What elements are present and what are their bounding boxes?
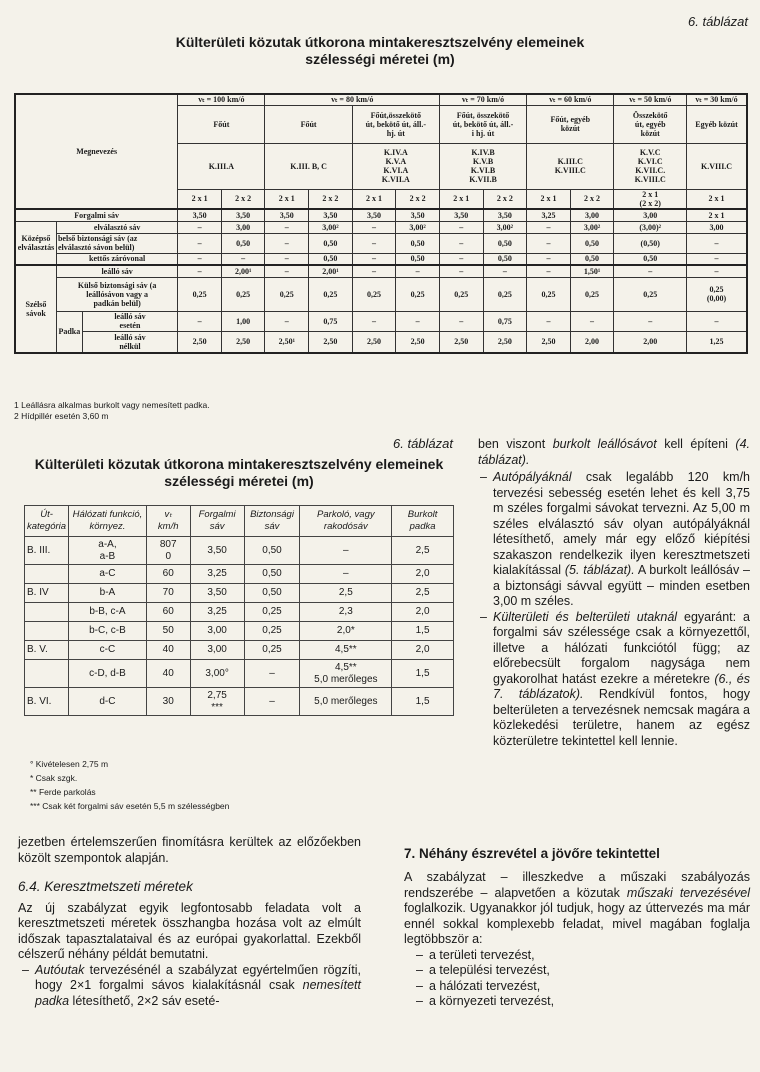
t2-cell-1-6: 2,0 [392,565,454,584]
t2-note-1: ° Kivételesen 2,75 m [30,759,109,769]
lane-config-8: 2 x 1 [527,189,571,209]
lane-config-2: 2 x 1 [265,189,309,209]
table2-notes [30,757,229,813]
title-line-2: szélességi méretei (m) [305,51,455,67]
paragraph-cont [476,437,750,468]
cell-belso-10: (0,50) [614,233,687,253]
table1-notes [14,400,210,422]
paragraph-7 [404,870,750,948]
cell-kulso-3: 0,25 [309,277,353,311]
cell-pes-9: – [570,311,614,331]
cell-elv-7: 3,00² [483,221,527,233]
cat-1: K.III. B, C [265,143,352,189]
cell-korlat-9: 0,50 [570,253,614,265]
t2-header-5: Parkoló, vagy rakodósáv [300,506,392,537]
cell-kulso-2: 0,25 [265,277,309,311]
right-column-text [476,437,750,749]
t2-note-4: *** Csak két forgalmi sáv esetén 5,5 m szélességben [30,801,230,811]
cell-pes-11: – [687,311,747,331]
cell-pne-10: 2,00 [614,331,687,353]
cell-forg-7: 3,50 [483,209,527,221]
cell-belso-8: – [527,233,571,253]
cell-pne-0: 2,50 [178,331,222,353]
t2-cell-2-5: 2,5 [300,584,392,603]
cell-leall-10: – [614,265,687,277]
cell-korlat-6: – [439,253,483,265]
lane-config-10: 2 x 1 (2 x 2) [614,189,687,209]
t2-header-0: Út- kategória [25,506,69,537]
em-ref: (4. táblázat). [478,437,750,467]
t2-header-3: Forgalmi sáv [190,506,244,537]
cell-korlat-8: – [527,253,571,265]
em-autopalya: Autópályáknál [493,470,572,484]
row-label-kulso: Külső biztonsági sáv (a leállósávon vagy a padkán belül) [56,277,177,311]
cell-forg-9: 3,00 [570,209,614,221]
cell-forg-5: 3,50 [396,209,440,221]
text-span: létesíthető, 2×2 sáv eseté- [69,993,220,1008]
cell-korlat-3: 0,50 [309,253,353,265]
cell-belso-6: – [439,233,483,253]
cell-leall-2: – [265,265,309,277]
fn-4: Főút, egyéb közút [527,105,614,143]
fn-6: Egyéb közút [687,105,747,143]
cell-korlat-5: 0,50 [396,253,440,265]
cell-korlat-0: – [178,253,222,265]
row-label-belso: belső biztonsági sáv (az elválasztó sávon belül) [56,233,177,253]
text-span: A szabályzat – illeszkedve a műszaki szabályozás rendszerébe – alapvetően a közutak [404,870,750,900]
cell-korlat-2: – [265,253,309,265]
header-megnevezes: Megnevezés [15,94,178,209]
lane-config-1: 2 x 2 [221,189,265,209]
t2-cell-2-0: B. IV [25,584,69,603]
section-7-text [404,870,750,1010]
t2-cell-3-0 [25,603,69,622]
cell-belso-5: 0,50 [396,233,440,253]
t2-cell-0-4: 0,50 [244,537,300,565]
lane-config-9: 2 x 2 [570,189,614,209]
t2-cell-4-6: 1,5 [392,622,454,641]
note-2: 2 Hídpillér esetén 3,60 m [14,411,109,421]
cell-kulso-1: 0,25 [221,277,265,311]
t2-cell-1-0 [25,565,69,584]
cell-pes-2: – [265,311,309,331]
t2-cell-4-1: b-C, c-B [69,622,147,641]
bullet-autoutak [18,963,361,1010]
em-ref: (5. táblázat). [564,563,635,577]
cell-pne-5: 2,50 [396,331,440,353]
cell-leall-3: 2,00¹ [309,265,353,277]
speed-70: vₜ = 70 km/ó [439,94,526,105]
em-muszaki: műszaki tervezésével [626,885,750,900]
t2-cell-1-5: – [300,565,392,584]
cell-elv-0: – [178,221,222,233]
t2-header-6: Burkolt padka [392,506,454,537]
table-number: 6. táblázat [688,14,748,29]
row-label-leallo: leálló sáv [56,265,177,277]
cell-leall-0: – [178,265,222,277]
cell-pes-3: 0,75 [309,311,353,331]
list-item: – a hálózati tervezést, [412,979,750,995]
t2-cell-5-2: 40 [146,641,190,660]
cell-pes-0: – [178,311,222,331]
cell-leall-5: – [396,265,440,277]
text-span: egyaránt: a forgalmi sáv szélessége csak a környezettől, illetve a hálózati funkciótól függ; az előrebecsült forgalom nagysága nem gyakorolhat hatást ezekre a méretekre [493,609,750,686]
table-row [25,622,454,641]
cell-kulso-10: 0,25 [614,277,687,311]
t2-cell-4-3: 3,00 [190,622,244,641]
table-row [25,584,454,603]
cell-elv-10: (3,00)² [614,221,687,233]
cell-pes-4: – [352,311,396,331]
t2-cell-5-1: c-C [69,641,147,660]
t2-cell-4-5: 2,0* [300,622,392,641]
t2-cell-5-5: 4,5** [300,641,392,660]
t2-cell-2-2: 70 [146,584,190,603]
section-heading-7: 7. Néhány észrevétel a jövőre tekintettel [404,846,660,861]
cell-leall-6: – [439,265,483,277]
cell-pne-9: 2,00 [570,331,614,353]
cat-0: K.III.A [178,143,265,189]
lane-config-7: 2 x 2 [483,189,527,209]
t2-header-2: vₜ km/h [146,506,190,537]
table-row [25,565,454,584]
label-szelso: Szélső sávok [15,265,56,353]
cell-korlat-4: – [352,253,396,265]
cell-belso-11: – [687,233,747,253]
table-row [25,660,454,688]
t2-cell-0-6: 2,5 [392,537,454,565]
t2-cell-6-6: 1,5 [392,660,454,688]
cell-kulso-11: 0,25 (0,00) [687,277,747,311]
t2-cell-0-2: 807 0 [146,537,190,565]
t2-cell-1-1: a-C [69,565,147,584]
cell-leall-1: 2,00¹ [221,265,265,277]
t2-cell-2-6: 2,5 [392,584,454,603]
cell-pne-4: 2,50 [352,331,396,353]
cell-kulso-7: 0,25 [483,277,527,311]
em-kulteruleti: Külterületi és belterületi utaknál [493,609,678,624]
cell-belso-4: – [352,233,396,253]
t2-cell-4-4: 0,25 [244,622,300,641]
cell-forg-3: 3,50 [309,209,353,221]
t2-cell-3-5: 2,3 [300,603,392,622]
t2-cell-0-5: – [300,537,392,565]
t2-cell-0-1: a-A, a-B [69,537,147,565]
t2-note-2: * Csak szgk. [30,773,78,783]
t2-cell-6-0 [25,660,69,688]
t2-cell-2-1: b-A [69,584,147,603]
lane-config-3: 2 x 2 [309,189,353,209]
cell-belso-9: 0,50 [570,233,614,253]
t2-cell-6-3: 3,00° [190,660,244,688]
cell-leall-9: 1,50¹ [570,265,614,277]
cell-pes-7: 0,75 [483,311,527,331]
cell-pne-1: 2,50 [221,331,265,353]
bullet-kulteruleti [476,610,750,750]
t2-cell-1-4: 0,50 [244,565,300,584]
t2-cell-5-4: 0,25 [244,641,300,660]
t2-cell-1-2: 60 [146,565,190,584]
list-item: – a települési tervezést, [412,963,750,979]
cell-pes-10: – [614,311,687,331]
cell-forg-11: 2 x 1 [687,209,747,221]
fn-5: Összekötő út, egyéb közút [614,105,687,143]
text-span: A burkolt leállósáv – a biztonsági sávval együtt – minden esetben 3,00 m széles. [493,563,750,608]
cell-korlat-7: 0,50 [483,253,527,265]
cat-5: K.V.C K.VI.C K.VII.C. K.VIII.C [614,143,687,189]
cell-kulso-6: 0,25 [439,277,483,311]
fn-2: Főút,összekötő út, bekötő út, áll.- hj. út [352,105,439,143]
t2-cell-4-2: 50 [146,622,190,641]
cell-kulso-0: 0,25 [178,277,222,311]
cell-elv-1: 3,00 [221,221,265,233]
cell-forg-8: 3,25 [527,209,571,221]
cell-kulso-4: 0,25 [352,277,396,311]
t2-cell-3-3: 3,25 [190,603,244,622]
cell-kulso-9: 0,25 [570,277,614,311]
list-item: – a környezeti tervezést, [412,994,750,1010]
table2-title [14,456,464,490]
t2-cell-7-2: 30 [146,688,190,716]
paragraph-6-4: Az új szabályzat egyik legfontosabb feladata volt a keresztmetszeti méretek összhangba hozása volt az elmúlt időszak tapasztalataival és az európai gyakorlattal. Ezekből célszerű néhány példát bemutatni. [18,900,361,961]
cell-kulso-5: 0,25 [396,277,440,311]
cell-pes-6: – [439,311,483,331]
t2-cell-3-2: 60 [146,603,190,622]
cell-belso-2: – [265,233,309,253]
paragraph-intro: jezetben értelemszerűen finomításra kerültek az előzőekben közölt szempontok alapján. [18,835,361,865]
cell-pne-11: 1,25 [687,331,747,353]
text-span: kell építeni [656,437,736,451]
title-line-1: Külterületi közutak útkorona mintakeresztszelvény elemeinek [175,34,585,50]
t2-cell-7-6: 1,5 [392,688,454,716]
table-row [25,603,454,622]
cat-6: K.VIII.C [687,143,747,189]
cell-elv-5: 3,00² [396,221,440,233]
cell-elv-8: – [527,221,571,233]
cat-3: K.IV.B K.V.B K.VI.B K.VII.B [439,143,526,189]
text-span: Rendkívül fontos, hogy belterületen a tervezésnek nemcsak magára a közlekedési területre, hanem az egész közterületre tekintettel kell lennie. [493,687,751,748]
cell-forg-1: 3,50 [221,209,265,221]
cell-leall-7: – [483,265,527,277]
t2-cell-1-3: 3,25 [190,565,244,584]
cell-korlat-1: – [221,253,265,265]
cell-pes-8: – [527,311,571,331]
list-item: – a területi tervezést, [412,948,750,964]
t2-cell-5-0: B. V. [25,641,69,660]
cell-leall-11: – [687,265,747,277]
cat-2: K.IV.A K.V.A K.VI.A K.VII.A [352,143,439,189]
cell-korlat-11: – [687,253,747,265]
left-column-text [18,835,361,1009]
lane-config-0: 2 x 1 [178,189,222,209]
t2-cell-3-1: b-B, c-A [69,603,147,622]
row-label-padka-nelkul: leálló sáv nélkül [82,331,178,353]
table-row [25,537,454,565]
cell-elv-4: – [352,221,396,233]
table2-number: 6. táblázat [393,436,453,451]
cell-elv-9: 3,00² [570,221,614,233]
t2-cell-6-5: 4,5** 5,0 merőleges [300,660,392,688]
lane-config-6: 2 x 1 [439,189,483,209]
t2-cell-5-3: 3,00 [190,641,244,660]
cell-leall-4: – [352,265,396,277]
em-ref: (6., és 7. táblázatok). [493,671,750,701]
t2-cell-0-3: 3,50 [190,537,244,565]
table2-title-line-1: Külterületi közutak útkorona mintakeresztszelvény elemeinek [34,456,444,472]
em-autoutak: Autóutak [35,962,85,977]
t2-cell-6-1: c-D, d-B [69,660,147,688]
lane-config-4: 2 x 1 [352,189,396,209]
text-span: foglalkozik. Ugyanakkor jól tudjuk, hogy az úttervezés ma már ennél sokkal komplexebb feladat, mivel magában foglalja legtöbbször a: [404,901,750,946]
cell-pne-2: 2,50¹ [265,331,309,353]
t2-cell-6-4: – [244,660,300,688]
table2-title-line-2: szélességi méretei (m) [164,473,314,489]
speed-60: vₜ = 60 km/ó [527,94,614,105]
cell-elv-11: 3,00 [687,221,747,233]
section-heading-6-4: 6.4. Keresztmetszeti méretek [18,879,193,894]
cell-forg-6: 3,50 [439,209,483,221]
t2-cell-2-3: 3,50 [190,584,244,603]
t2-cell-4-0 [25,622,69,641]
t2-cell-7-3: 2,75 *** [190,688,244,716]
t2-cell-0-0: B. III. [25,537,69,565]
row-label-korlat: kettős záróvonal [56,253,177,265]
cell-forg-4: 3,50 [352,209,396,221]
cell-forg-10: 3,00 [614,209,687,221]
note-1: 1 Leállásra alkalmas burkolt vagy nemesített padka. [14,400,210,410]
row-label-padka-eseten: leálló sáv esetén [82,311,178,331]
em-nemesitett: nemesített padka [35,978,361,1008]
em-burkolt: burkolt leállósávot [552,437,657,451]
cell-forg-2: 3,50 [265,209,309,221]
cell-pne-6: 2,50 [439,331,483,353]
t2-cell-3-6: 2,0 [392,603,454,622]
t2-header-4: Biztonsági sáv [244,506,300,537]
cat-4: K.III.C K.VIII.C [527,143,614,189]
cell-belso-0: – [178,233,222,253]
cell-belso-3: 0,50 [309,233,353,253]
t2-cell-2-4: 0,50 [244,584,300,603]
cell-forg-0: 3,50 [178,209,222,221]
speed-50: vₜ = 50 km/ó [614,94,687,105]
cell-korlat-10: 0,50 [614,253,687,265]
speed-30: vₜ = 30 km/ó [687,94,747,105]
t2-cell-7-0: B. VI. [25,688,69,716]
cross-section-table-2 [24,505,454,716]
text-span: csak legalább 120 km/h tervezési sebesség esetén lehet és kell 3,75 m széles forgalmi sávokat tervezni. Az 5,00 m széles elválasztó sáv olyan autópályáknál létesíthető, amely már egy előző kiépítési szakaszon rendelkezik ilyen keresztmetszeti kialakítással [493,470,750,577]
cell-leall-8: – [527,265,571,277]
label-padka: Padka [56,311,82,353]
t2-cell-7-5: 5,0 merőleges [300,688,392,716]
fn-1: Főút [265,105,352,143]
table-row [25,688,454,716]
lane-config-11: 2 x 1 [687,189,747,209]
row-label-elvalaszto: elválasztó sáv [56,221,177,233]
speed-100: vₜ = 100 km/ó [178,94,265,105]
speed-80: vₜ = 80 km/ó [265,94,439,105]
cell-pne-3: 2,50 [309,331,353,353]
cell-belso-1: 0,50 [221,233,265,253]
table-row [25,641,454,660]
table-title [60,34,700,68]
cross-section-table-1 [14,93,748,354]
cell-elv-6: – [439,221,483,233]
cell-elv-2: – [265,221,309,233]
t2-cell-7-4: – [244,688,300,716]
row-label-forgalmi: Forgalmi sáv [15,209,178,221]
cell-pes-1: 1,00 [221,311,265,331]
lane-config-5: 2 x 2 [396,189,440,209]
cell-elv-3: 3,00² [309,221,353,233]
cell-pes-5: – [396,311,440,331]
text-span: ben viszont [478,437,553,451]
cell-pne-7: 2,50 [483,331,527,353]
text-span: tervezésénél a szabályzat egyértelműen rögzíti, hogy 2×1 forgalmi sávos kialakításnál csak [35,962,361,992]
cell-kulso-8: 0,25 [527,277,571,311]
t2-cell-5-6: 2,0 [392,641,454,660]
t2-cell-7-1: d-C [69,688,147,716]
fn-0: Főút [178,105,265,143]
fn-3: Főút, összekötő út, bekötő út, áll.- i hj. út [439,105,526,143]
label-kozepso: Középső elválasztás [15,221,56,265]
cell-pne-8: 2,50 [527,331,571,353]
t2-cell-3-4: 0,25 [244,603,300,622]
t2-note-3: ** Ferde parkolás [30,787,96,797]
cell-belso-7: 0,50 [483,233,527,253]
t2-cell-6-2: 40 [146,660,190,688]
bullet-autopalyak [476,470,750,610]
t2-header-1: Hálózati funkció, környez. [69,506,147,537]
